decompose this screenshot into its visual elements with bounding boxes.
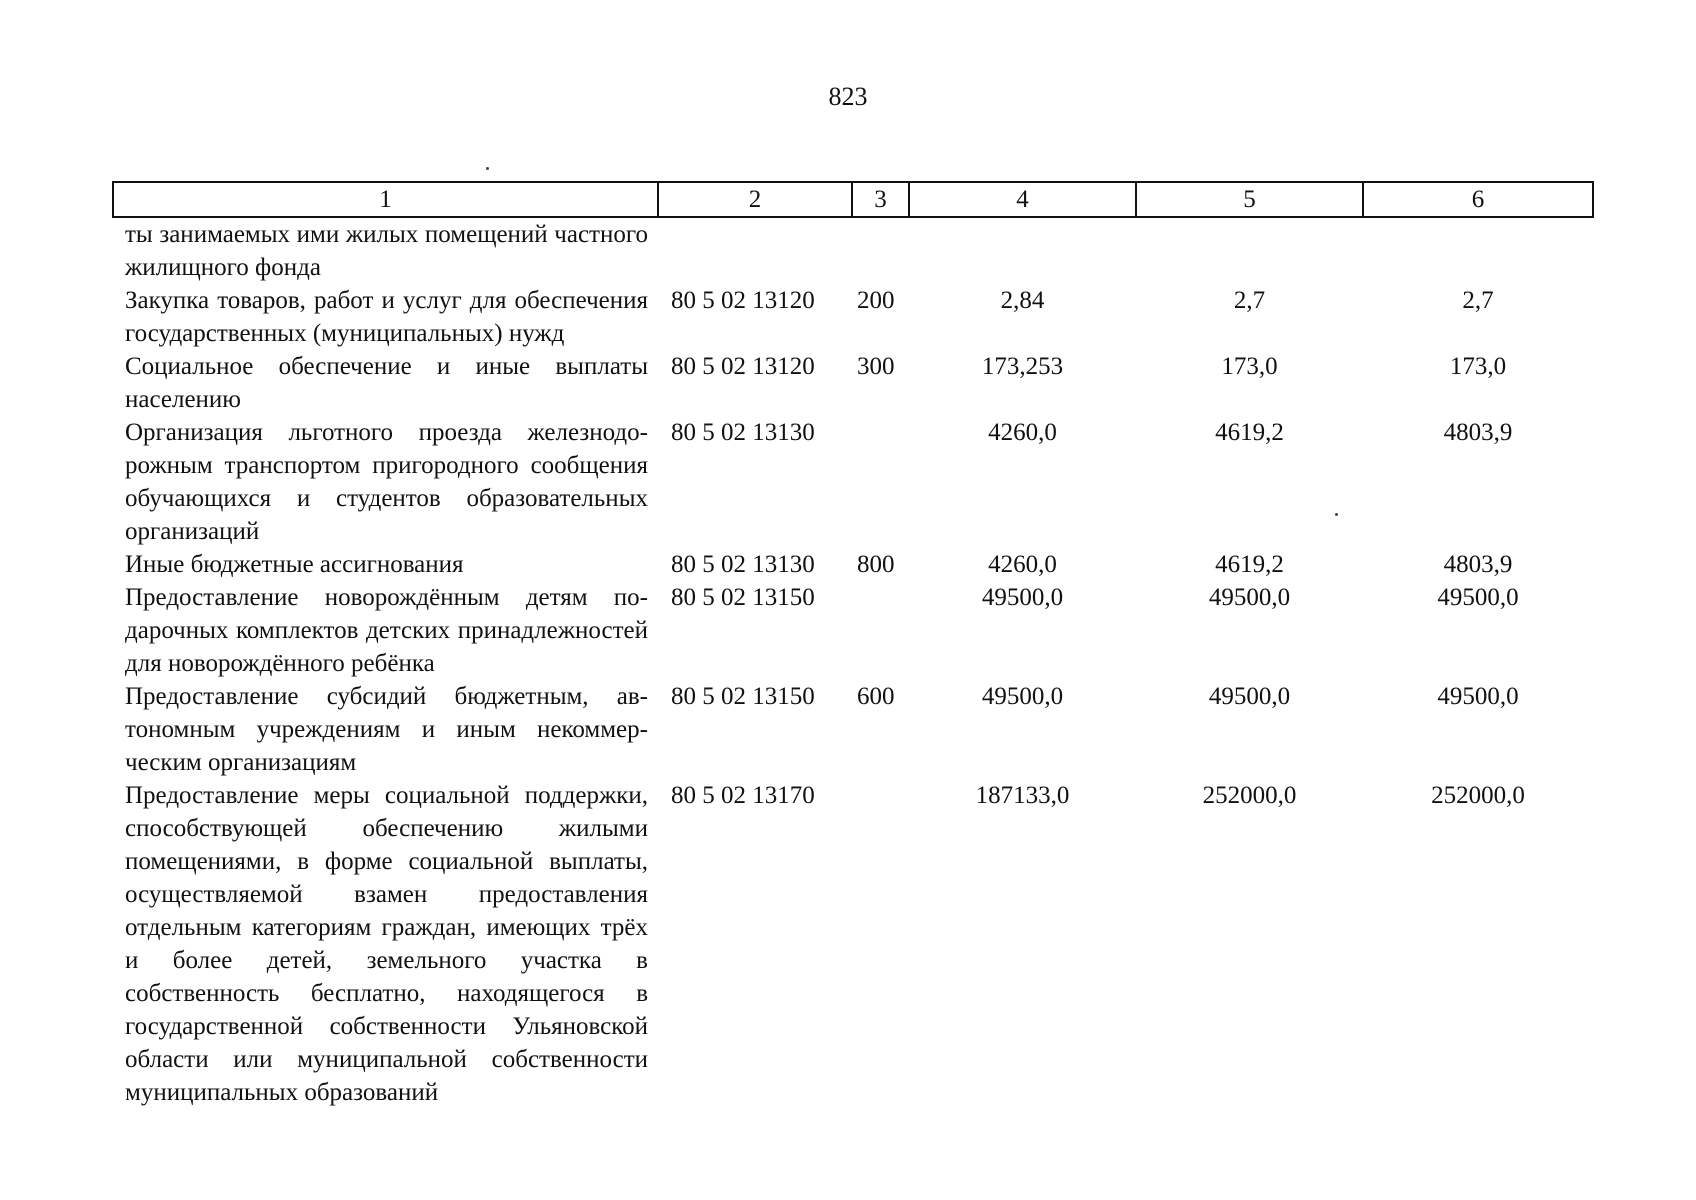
budget-table <box>112 181 1594 1109</box>
budget-table-container <box>112 181 1592 1109</box>
row-value-4: 187133,0 <box>975 782 1070 809</box>
row-value-6: 49500,0 <box>1437 683 1519 710</box>
row-code: 80 5 02 13130 <box>671 419 815 446</box>
row-value-5: 252000,0 <box>1202 782 1297 809</box>
row-code: 80 5 02 13150 <box>671 683 815 710</box>
column-header-3: 3 <box>852 182 909 217</box>
table-row <box>113 284 1593 350</box>
table-row <box>113 680 1593 779</box>
row-value-6: 2,7 <box>1462 287 1494 314</box>
row-value-4: 4260,0 <box>988 419 1057 446</box>
row-code: 80 5 02 13150 <box>671 584 815 611</box>
row-value-5: 49500,0 <box>1208 584 1291 611</box>
table-row <box>113 217 1593 284</box>
row-kind <box>852 416 909 548</box>
row-value-5 <box>1136 217 1363 284</box>
row-code: 80 5 02 13170 <box>671 782 815 809</box>
row-kind <box>852 581 909 680</box>
row-kind: 300 <box>857 353 895 380</box>
row-name: Предоставление новорождённым детям подарочных комплектов детских принадлежностей для новорождённого ребёнка <box>125 584 648 677</box>
row-name: Предоставление меры социальной поддержки, способствующей обеспечению жилыми помещениями, в форме социальной выплаты, осуществляемой взамен предоставления отдельным категориям граждан, имеющих трёх и более детей, земельного участка в собственность бесплатно, находящегося в государственной собственности Ульяновской области или муниципальной собственности муниципальных образований <box>125 782 648 1106</box>
row-value-6: 252000,0 <box>1431 782 1525 809</box>
row-code: 80 5 02 13120 <box>671 353 815 380</box>
column-header-1: 1 <box>113 182 658 217</box>
row-name: ты занимаемых ими жилых помещений частного жилищного фонда <box>125 221 648 281</box>
scan-speck <box>486 167 489 170</box>
row-value-6: 49500,0 <box>1437 584 1519 611</box>
row-value-6 <box>1363 217 1593 284</box>
table-row <box>113 548 1593 581</box>
row-value-5: 2,7 <box>1233 287 1266 314</box>
table-row <box>113 581 1593 680</box>
row-kind <box>852 217 909 284</box>
row-name: Закупка товаров, работ и услуг для обеспечения государственных (муниципальных) нужд <box>125 287 648 347</box>
row-value-6: 4803,9 <box>1443 419 1513 446</box>
row-value-5: 4619,2 <box>1215 419 1284 446</box>
table-body <box>113 217 1593 1109</box>
row-value-4: 49500,0 <box>981 683 1064 710</box>
row-name: Организация льготного проезда железнодорожным транспортом пригородного сообщения обучающихся и студентов образовательных организаций <box>125 419 648 545</box>
row-value-6: 173,0 <box>1449 353 1507 380</box>
row-value-6: 4803,9 <box>1443 551 1513 578</box>
row-value-5: 173,0 <box>1221 353 1278 380</box>
table-row <box>113 350 1593 416</box>
page-number: 823 <box>828 82 868 111</box>
row-kind: 800 <box>857 551 895 578</box>
row-value-4: 49500,0 <box>981 584 1064 611</box>
row-kind: 600 <box>857 683 895 710</box>
row-value-5: 49500,0 <box>1208 683 1291 710</box>
row-value-4: 4260,0 <box>988 551 1057 578</box>
row-name: Социальное обеспечение и иные выплаты населению <box>125 353 648 413</box>
column-header-4: 4 <box>909 182 1136 217</box>
row-kind: 200 <box>857 287 895 314</box>
row-value-4 <box>909 217 1136 284</box>
column-header-2: 2 <box>658 182 852 217</box>
row-kind <box>852 779 909 1109</box>
column-header-5: 5 <box>1136 182 1363 217</box>
row-value-5: 4619,2 <box>1215 551 1284 578</box>
column-header-6: 6 <box>1363 182 1593 217</box>
table-row <box>113 416 1593 548</box>
header-row <box>113 182 1593 217</box>
row-code <box>658 217 852 284</box>
row-name: Предоставление субсидий бюджетным, автономным учреждениям и иным некоммерческим организациям <box>125 683 648 776</box>
row-code: 80 5 02 13130 <box>671 551 815 578</box>
row-name: Иные бюджетные ассигнования <box>125 551 464 578</box>
row-value-4: 2,84 <box>1000 287 1045 314</box>
table-header <box>113 182 1593 217</box>
row-value-4: 173,253 <box>981 353 1064 380</box>
row-code: 80 5 02 13120 <box>671 287 815 314</box>
table-row <box>113 779 1593 1109</box>
